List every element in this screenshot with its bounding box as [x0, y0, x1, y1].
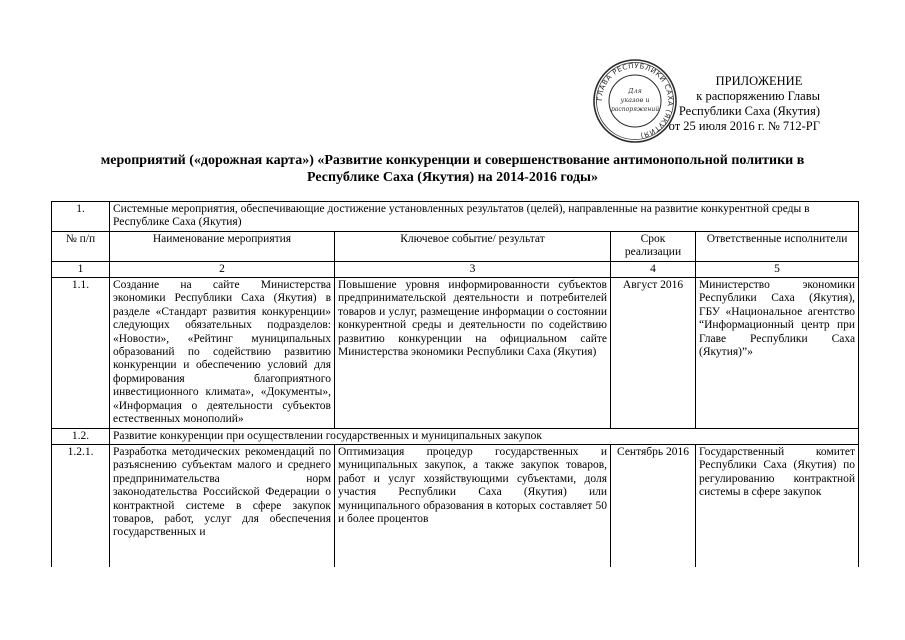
result-cell: Повышение уровня информированности субъектов предпринимательской деятельности и потребителей товаров и услуг, размещение информации о состоянии конкурентной среды и деятельности по содействию развитию конкуренции на официальном сайте Министерства экономики Республики Саха (Якутия) [335, 278, 611, 428]
roadmap-table [51, 201, 859, 567]
header-cell: Срок реализации [611, 231, 696, 261]
appendix-date-number: от 25 июля 2016 г. № 712-РГ [668, 119, 820, 133]
section-title: Развитие конкуренции при осуществлении государственных и муниципальных закупок [110, 428, 859, 444]
column-number: 2 [110, 261, 335, 277]
title-line: мероприятий («дорожная карта») «Развитие конкуренции и совершенствование антимонопольной политики в [100, 153, 805, 168]
seal-ring-text: ГЛАВА РЕСПУБЛИКИ САХА (ЯКУТИЯ) [595, 61, 675, 140]
row-number: 1.2.1. [52, 444, 110, 567]
result-text: Оптимизация процедур государственных и муниципальных закупок, а также закупок товаров, работ и услуг хозяйствующими субъектами, доля участия Республики Саха (Якутия) или муниципального образования в которых составляет 50 и более процентов [338, 445, 607, 525]
header-row [52, 231, 859, 261]
section-row [52, 428, 859, 444]
term-cell: Август 2016 [611, 278, 696, 428]
header-cell: № п/п [52, 231, 110, 261]
action-text: Разработка методических рекомендаций по разъяснению субъектам малого и среднего предпринимательства норм законодательства Российской Федерации о контрактной системе в сфере закупок товаров, работ, услуг для обеспечения государственных и [113, 445, 331, 539]
section-number: 1.2. [52, 428, 110, 444]
executors-cell: Министерство экономики Республики Саха (Якутия), ГБУ «Национальное агентство “Информационный центр при Главе Республики Саха (Якутия)”» [696, 278, 859, 428]
term-text: Сентябрь 2016 [617, 445, 689, 458]
term-cell [611, 444, 696, 567]
section-title: Системные мероприятия, обеспечивающие достижение установленных результатов (целей), направленные на развитие конкурентной среды в Республике Саха (Якутия) [110, 202, 859, 232]
appendix-line: к распоряжению Главы [696, 89, 820, 103]
title-line: Республике Саха (Якутия) на 2014-2016 годы» [307, 170, 598, 185]
result-cell [335, 444, 611, 567]
table-row [52, 278, 859, 428]
column-number: 4 [611, 261, 696, 277]
column-number: 5 [696, 261, 859, 277]
table-row [52, 444, 859, 567]
seal-center-line1: Для [628, 87, 642, 95]
appendix-line: Республики Саха (Якутия) [678, 104, 820, 118]
action-cell [110, 444, 335, 567]
seal-center-line2: указов и [620, 96, 650, 104]
appendix-heading: ПРИЛОЖЕНИЕ [715, 74, 803, 88]
section-row [52, 202, 859, 232]
section-number: 1. [52, 202, 110, 232]
action-cell: Создание на сайте Министерства экономики Республики Саха (Якутия) в разделе «Стандарт развития конкуренции» следующих обязательных подразделов: «Новости», «Рейтинг муниципальных образований по содействию развитию конкуренции и обеспечению условий для формирования благоприятного инвестиционного климата», «Документы», «Информация о деятельности субъектов естественных монополий» [110, 278, 335, 428]
document-title [40, 152, 865, 186]
column-number: 3 [335, 261, 611, 277]
seal-center-line3: распоряжений [610, 106, 660, 113]
header-cell: Наименование мероприятия [110, 231, 335, 261]
appendix-block [660, 74, 820, 134]
column-number: 1 [52, 261, 110, 277]
executors-text: Государственный комитет Республики Саха (Якутия) по регулированию контрактной системы в сфере закупок [699, 445, 856, 499]
executors-cell [696, 444, 859, 567]
header-cell: Ключевое событие/ результат [335, 231, 611, 261]
row-number: 1.1. [52, 278, 110, 428]
header-cell: Ответственные исполнители [696, 231, 859, 261]
column-number-row [52, 261, 859, 277]
